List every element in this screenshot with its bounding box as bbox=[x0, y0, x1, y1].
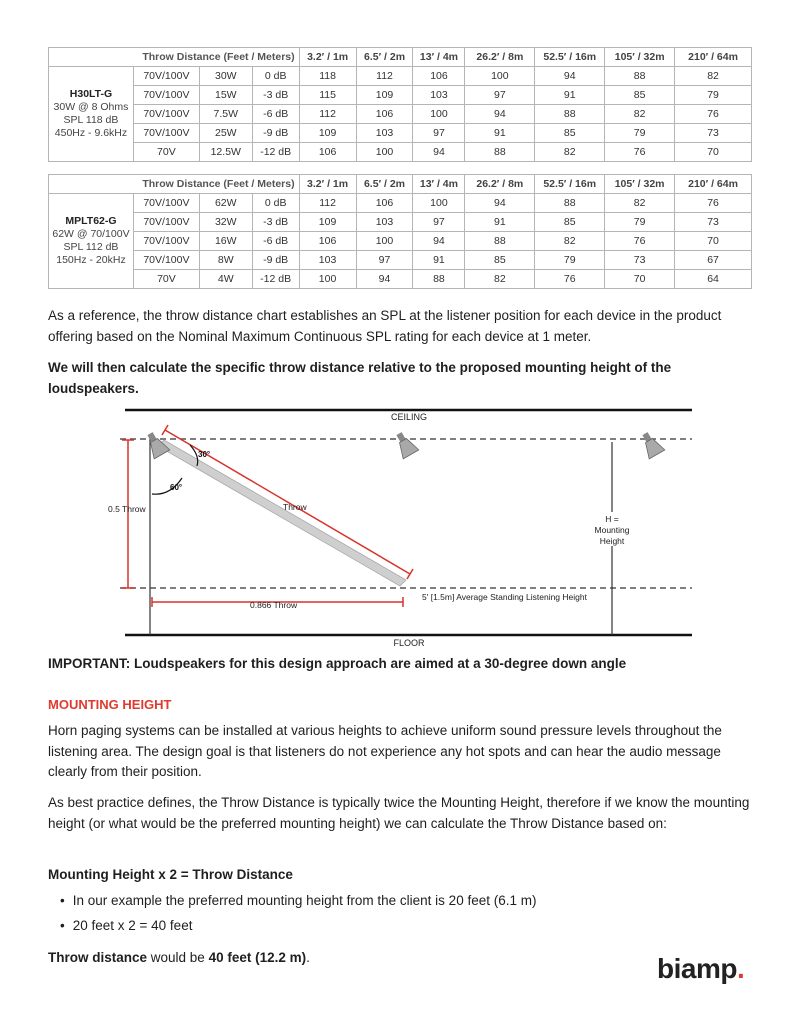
reference-paragraph: As a reference, the throw distance chart establishes an SPL at the listener position for each device in the product offering based on the Nominal Maximum Continuous SPL rating for each device at 1 meter. bbox=[48, 308, 722, 344]
table-cell: 76 bbox=[535, 270, 605, 289]
table-cell: 70V bbox=[133, 270, 199, 289]
table-cell: 16W bbox=[199, 232, 252, 251]
conclusion-text: would be bbox=[147, 950, 209, 965]
table-cell: 30W bbox=[199, 67, 252, 86]
table-cell: 106 bbox=[356, 105, 413, 124]
mounting-paragraph: Horn paging systems can be installed at various heights to achieve uniform sound pressure levels throughout the listening area. The design goal is that listeners do not experience any hot spots and can hear the audio message clearly from their position. bbox=[48, 723, 722, 779]
table-cell: 94 bbox=[535, 67, 605, 86]
table-cell: 106 bbox=[299, 232, 356, 251]
table-cell: 97 bbox=[413, 124, 465, 143]
table-cell: 82 bbox=[535, 232, 605, 251]
table-row bbox=[49, 86, 752, 105]
table-cell: -3 dB bbox=[252, 213, 299, 232]
mounting-height-label: Height bbox=[599, 536, 625, 546]
table-cell: 73 bbox=[675, 213, 752, 232]
table-cell: 70 bbox=[605, 270, 675, 289]
table-row bbox=[49, 194, 752, 213]
table-cell: 97 bbox=[465, 86, 535, 105]
table-cell: 106 bbox=[413, 67, 465, 86]
table-cell: 100 bbox=[356, 143, 413, 162]
table-cell: 79 bbox=[535, 251, 605, 270]
list-item: • 20 feet x 2 = 40 feet bbox=[60, 913, 536, 938]
table-cell: 85 bbox=[535, 213, 605, 232]
column-header: 210′ / 64m bbox=[675, 175, 752, 194]
logo-text: biamp bbox=[657, 953, 737, 984]
table-cell: 70V/100V bbox=[133, 124, 199, 143]
column-header: 6.5′ / 2m bbox=[356, 175, 413, 194]
best-practice-paragraph: As best practice defines, the Throw Distance is typically twice the Mounting Height, therefore if we know the mounting height (or what would be the preferred mounting height) we can calculate the Throw Distance based on: bbox=[48, 795, 750, 831]
table-cell: -12 dB bbox=[252, 143, 299, 162]
table-cell: 70V/100V bbox=[133, 194, 199, 213]
table-cell: 82 bbox=[605, 194, 675, 213]
column-header: 13′ / 4m bbox=[413, 48, 465, 67]
table-cell: 103 bbox=[299, 251, 356, 270]
table-row bbox=[49, 124, 752, 143]
important-note: IMPORTANT: Loudspeakers for this design approach are aimed at a 30-degree down angle bbox=[48, 656, 627, 671]
table-cell: 97 bbox=[356, 251, 413, 270]
table-cell: -3 dB bbox=[252, 86, 299, 105]
column-header: 26.2′ / 8m bbox=[465, 175, 535, 194]
model-cell bbox=[49, 194, 134, 289]
table-cell: 91 bbox=[465, 213, 535, 232]
column-header: 105′ / 32m bbox=[605, 48, 675, 67]
logo-dot: . bbox=[736, 953, 745, 984]
table-cell: -9 dB bbox=[252, 251, 299, 270]
column-header: 26.2′ / 8m bbox=[465, 48, 535, 67]
angle-60-label: 60° bbox=[170, 483, 183, 492]
table-cell: 0 dB bbox=[252, 67, 299, 86]
table-cell: -12 dB bbox=[252, 270, 299, 289]
table-cell: 70V/100V bbox=[133, 251, 199, 270]
table-row bbox=[49, 67, 752, 86]
ceiling-label: CEILING bbox=[390, 412, 428, 422]
model-cell bbox=[49, 67, 134, 162]
half-throw-label: 0.5 Throw bbox=[108, 504, 146, 514]
table-cell: 85 bbox=[535, 124, 605, 143]
table-cell: 62W bbox=[199, 194, 252, 213]
horizontal-throw-label: 0.866 Throw bbox=[250, 600, 298, 610]
table-cell: 94 bbox=[465, 194, 535, 213]
column-header: 3.2′ / 1m bbox=[299, 48, 356, 67]
table-cell: 76 bbox=[675, 194, 752, 213]
throw-distance-table-mplt62 bbox=[48, 174, 752, 289]
table-cell: 79 bbox=[605, 213, 675, 232]
conclusion bbox=[48, 948, 754, 969]
table-row bbox=[49, 251, 752, 270]
table-row bbox=[49, 143, 752, 162]
table-cell: 97 bbox=[413, 213, 465, 232]
conclusion-end: . bbox=[306, 950, 310, 965]
table-cell: 88 bbox=[413, 270, 465, 289]
table-cell: 88 bbox=[535, 194, 605, 213]
model-spec: SPL 112 dB bbox=[63, 241, 119, 253]
model-name: MPLT62-G bbox=[65, 215, 117, 227]
table-cell: 103 bbox=[356, 213, 413, 232]
model-spec: SPL 118 dB bbox=[63, 114, 119, 126]
table-cell: 94 bbox=[413, 232, 465, 251]
table-cell: 85 bbox=[465, 251, 535, 270]
table-cell: 91 bbox=[535, 86, 605, 105]
listening-height-label: 5' [1.5m] Average Standing Listening Height bbox=[422, 592, 587, 602]
table-cell: 79 bbox=[605, 124, 675, 143]
table-cell: 106 bbox=[356, 194, 413, 213]
table-cell: 109 bbox=[299, 213, 356, 232]
table-row bbox=[49, 232, 752, 251]
section-heading-mounting-height: MOUNTING HEIGHT bbox=[48, 697, 172, 712]
mounting-height-label: Mounting bbox=[594, 525, 630, 535]
table-cell: 70V/100V bbox=[133, 67, 199, 86]
model-spec: 30W @ 8 Ohms bbox=[53, 101, 129, 113]
column-header: 6.5′ / 2m bbox=[356, 48, 413, 67]
table-cell: 88 bbox=[535, 105, 605, 124]
table-header-row bbox=[49, 175, 752, 194]
column-header: 105′ / 32m bbox=[605, 175, 675, 194]
table-cell: 82 bbox=[535, 143, 605, 162]
throw-distance-header: Throw Distance (Feet / Meters) bbox=[49, 48, 300, 67]
table-cell: 103 bbox=[413, 86, 465, 105]
table-cell: 70V/100V bbox=[133, 86, 199, 105]
horn-speaker-icon bbox=[637, 429, 665, 459]
table-cell: 88 bbox=[465, 232, 535, 251]
table-cell: 88 bbox=[465, 143, 535, 162]
column-header: 210′ / 64m bbox=[675, 48, 752, 67]
table-cell: 73 bbox=[675, 124, 752, 143]
table-cell: 4W bbox=[199, 270, 252, 289]
table-cell: 103 bbox=[356, 124, 413, 143]
example-list bbox=[60, 888, 536, 938]
table-cell: 106 bbox=[299, 143, 356, 162]
table-cell: 112 bbox=[299, 194, 356, 213]
table-cell: 64 bbox=[675, 270, 752, 289]
table-cell: 118 bbox=[299, 67, 356, 86]
table-cell: 115 bbox=[299, 86, 356, 105]
model-name: H30LT-G bbox=[69, 88, 113, 100]
table-cell: 94 bbox=[356, 270, 413, 289]
column-header: 13′ / 4m bbox=[413, 175, 465, 194]
sound-beam bbox=[158, 440, 406, 586]
table-cell: 91 bbox=[413, 251, 465, 270]
table-cell: 76 bbox=[605, 232, 675, 251]
table-cell: 100 bbox=[299, 270, 356, 289]
table-cell: 82 bbox=[465, 270, 535, 289]
conclusion-value: 40 feet (12.2 m) bbox=[208, 950, 307, 965]
conclusion-term: Throw distance bbox=[48, 950, 148, 965]
table-cell: -6 dB bbox=[252, 105, 299, 124]
table-cell: 112 bbox=[356, 67, 413, 86]
column-header: 52.5′ / 16m bbox=[535, 48, 605, 67]
table-cell: 76 bbox=[675, 105, 752, 124]
table-cell: 100 bbox=[413, 105, 465, 124]
table-cell: 70 bbox=[675, 232, 752, 251]
formula: Mounting Height x 2 = Throw Distance bbox=[48, 867, 293, 882]
floor-label: FLOOR bbox=[393, 638, 425, 648]
table-cell: 76 bbox=[605, 143, 675, 162]
table-cell: 73 bbox=[605, 251, 675, 270]
table-cell: 67 bbox=[675, 251, 752, 270]
table-cell: 100 bbox=[465, 67, 535, 86]
table-cell: 15W bbox=[199, 86, 252, 105]
horn-speaker-icon bbox=[391, 429, 419, 459]
list-item: • In our example the preferred mounting height from the client is 20 feet (6.1 m) bbox=[60, 888, 536, 913]
table-cell: 0 dB bbox=[252, 194, 299, 213]
column-header: 3.2′ / 1m bbox=[299, 175, 356, 194]
table-cell: 94 bbox=[465, 105, 535, 124]
throw-distance-diagram bbox=[100, 404, 700, 648]
table-cell: 12.5W bbox=[199, 143, 252, 162]
table-cell: 109 bbox=[356, 86, 413, 105]
table-cell: 32W bbox=[199, 213, 252, 232]
table-cell: 70V bbox=[133, 143, 199, 162]
table-cell: 109 bbox=[299, 124, 356, 143]
table-row bbox=[49, 213, 752, 232]
table-cell: -9 dB bbox=[252, 124, 299, 143]
table-cell: 82 bbox=[605, 105, 675, 124]
biamp-logo bbox=[657, 953, 744, 985]
model-spec: 150Hz - 20kHz bbox=[56, 254, 126, 266]
throw-distance-table-h30lt bbox=[48, 47, 752, 162]
table-cell: 91 bbox=[465, 124, 535, 143]
table-cell: 70V/100V bbox=[133, 232, 199, 251]
table-cell: 94 bbox=[413, 143, 465, 162]
table-cell: 112 bbox=[299, 105, 356, 124]
table-cell: -6 dB bbox=[252, 232, 299, 251]
table-row bbox=[49, 270, 752, 289]
column-header: 52.5′ / 16m bbox=[535, 175, 605, 194]
mounting-height-label: H = bbox=[605, 514, 619, 524]
angle-30-label: 30° bbox=[198, 450, 211, 459]
table-cell: 82 bbox=[675, 67, 752, 86]
calculation-intro: We will then calculate the specific throw distance relative to the proposed mounting height of the loudspeakers. bbox=[48, 360, 672, 396]
table-row bbox=[49, 105, 752, 124]
throw-distance-header: Throw Distance (Feet / Meters) bbox=[49, 175, 300, 194]
table-cell: 25W bbox=[199, 124, 252, 143]
table-cell: 70V/100V bbox=[133, 105, 199, 124]
table-cell: 70V/100V bbox=[133, 213, 199, 232]
table-cell: 7.5W bbox=[199, 105, 252, 124]
table-cell: 100 bbox=[413, 194, 465, 213]
model-spec: 62W @ 70/100V bbox=[52, 228, 130, 240]
table-cell: 85 bbox=[605, 86, 675, 105]
table-cell: 79 bbox=[675, 86, 752, 105]
throw-label: Throw bbox=[283, 502, 307, 512]
table-header-row bbox=[49, 48, 752, 67]
table-cell: 88 bbox=[605, 67, 675, 86]
table-cell: 70 bbox=[675, 143, 752, 162]
table-cell: 8W bbox=[199, 251, 252, 270]
model-spec: 450Hz - 9.6kHz bbox=[54, 127, 128, 139]
table-cell: 100 bbox=[356, 232, 413, 251]
